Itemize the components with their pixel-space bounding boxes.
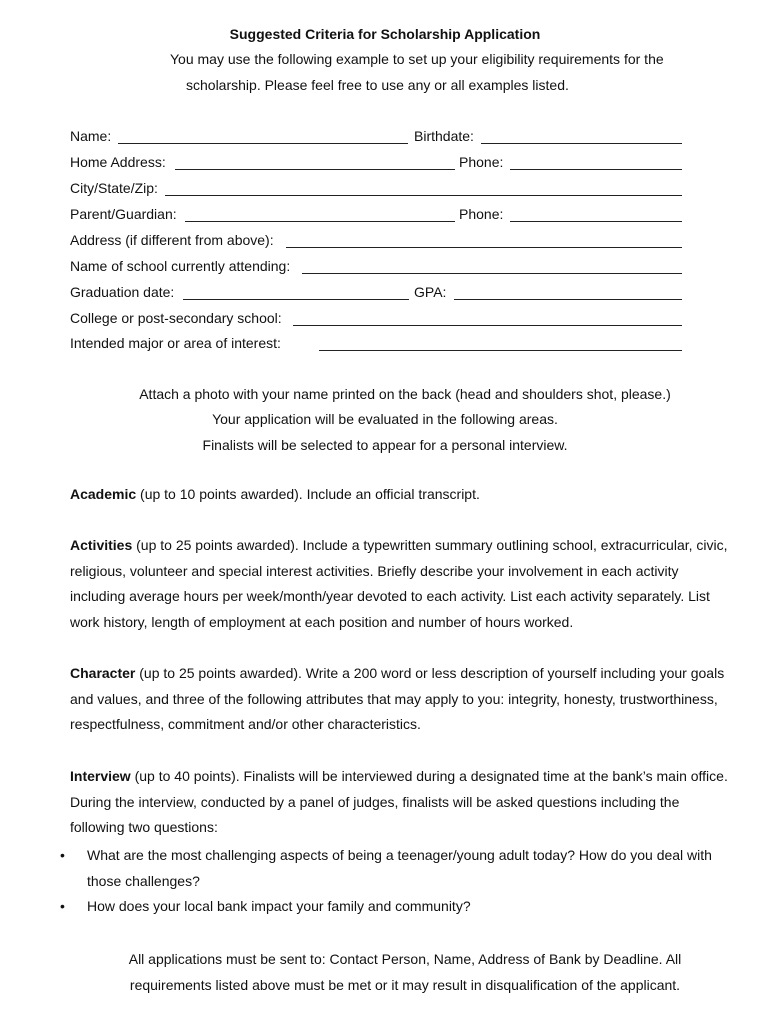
bullet-icon: • <box>60 898 65 914</box>
phone-field[interactable] <box>510 169 682 170</box>
guardian-phone-field[interactable] <box>510 221 682 222</box>
intro-line-1: You may use the following example to set up your eligibility requirements for the <box>170 51 664 67</box>
birthdate-field[interactable] <box>481 143 682 144</box>
school-label: Name of school currently attending: <box>70 258 291 274</box>
gpa-field[interactable] <box>454 299 682 300</box>
evaluation-instruction: Your application will be evaluated in the following areas. <box>212 411 558 427</box>
finalists-instruction: Finalists will be selected to appear for a personal interview. <box>202 437 568 453</box>
name-field[interactable] <box>118 143 408 144</box>
name-label: Name: <box>70 128 112 144</box>
photo-instruction: Attach a photo with your name printed on the back (head and shoulders shot, please.) <box>139 386 671 402</box>
intro-line-2: scholarship. Please feel free to use any or all examples listed. <box>186 77 569 93</box>
activities-body: (up to 25 points awarded). Include a typewritten summary outlining school, extracurricular, civic, religious, volunteer and special interest activities. Briefly describe your involvement in each activity including average hours per week/month/year devoted to each activity. List each activity separately. List work history, length of employment at each position and number of hours worked. <box>70 537 728 630</box>
major-field[interactable] <box>319 350 682 351</box>
parent-guardian-label: Parent/Guardian: <box>70 206 177 222</box>
academic-section <box>70 482 730 508</box>
school-field[interactable] <box>302 273 682 274</box>
guardian-phone-label: Phone: <box>459 206 504 222</box>
alt-address-label: Address (if different from above): <box>70 232 274 248</box>
academic-body: (up to 10 points awarded). Include an official transcript. <box>136 486 480 502</box>
footer-line-1: All applications must be sent to: Contact Person, Name, Address of Bank by Deadline. All <box>128 951 682 967</box>
character-body: (up to 25 points awarded). Write a 200 word or less description of yourself including your goals and values, and three of the following attributes that may apply to you: integrity, honesty, trustworthiness, respectfulness, commitment and/or other characteristics. <box>70 665 725 733</box>
question-2: How does your local bank impact your family and community? <box>87 898 471 914</box>
bullet-icon: • <box>60 847 65 863</box>
birthdate-label: Birthdate: <box>414 128 474 144</box>
gpa-label: GPA: <box>414 284 447 300</box>
graduation-date-field[interactable] <box>183 299 409 300</box>
interview-section <box>70 764 730 841</box>
question-1: What are the most challenging aspects of being a teenager/young adult today? How do you deal with those challenges? <box>87 847 712 889</box>
character-section <box>70 661 730 738</box>
phone-label: Phone: <box>459 154 504 170</box>
activities-title: Activities <box>70 537 133 553</box>
college-field[interactable] <box>293 325 682 326</box>
city-state-zip-field[interactable] <box>165 195 682 196</box>
interview-title: Interview <box>70 768 131 784</box>
alt-address-field[interactable] <box>286 247 682 248</box>
page-title: Suggested Criteria for Scholarship Application <box>229 26 541 42</box>
college-label: College or post-secondary school: <box>70 310 282 326</box>
home-address-field[interactable] <box>175 169 455 170</box>
major-label: Intended major or area of interest: <box>70 335 281 351</box>
graduation-date-label: Graduation date: <box>70 284 175 300</box>
academic-title: Academic <box>70 486 137 502</box>
home-address-label: Home Address: <box>70 154 166 170</box>
parent-guardian-field[interactable] <box>185 221 455 222</box>
character-title: Character <box>70 665 136 681</box>
footer-line-2: requirements listed above must be met or it may result in disqualification of the applicant. <box>129 977 681 993</box>
activities-section <box>70 533 730 635</box>
city-state-zip-label: City/State/Zip: <box>70 180 158 196</box>
interview-body: (up to 40 points). Finalists will be interviewed during a designated time at the bank’s main office. During the interview, conducted by a panel of judges, finalists will be asked questions including the following two questions: <box>70 768 728 836</box>
